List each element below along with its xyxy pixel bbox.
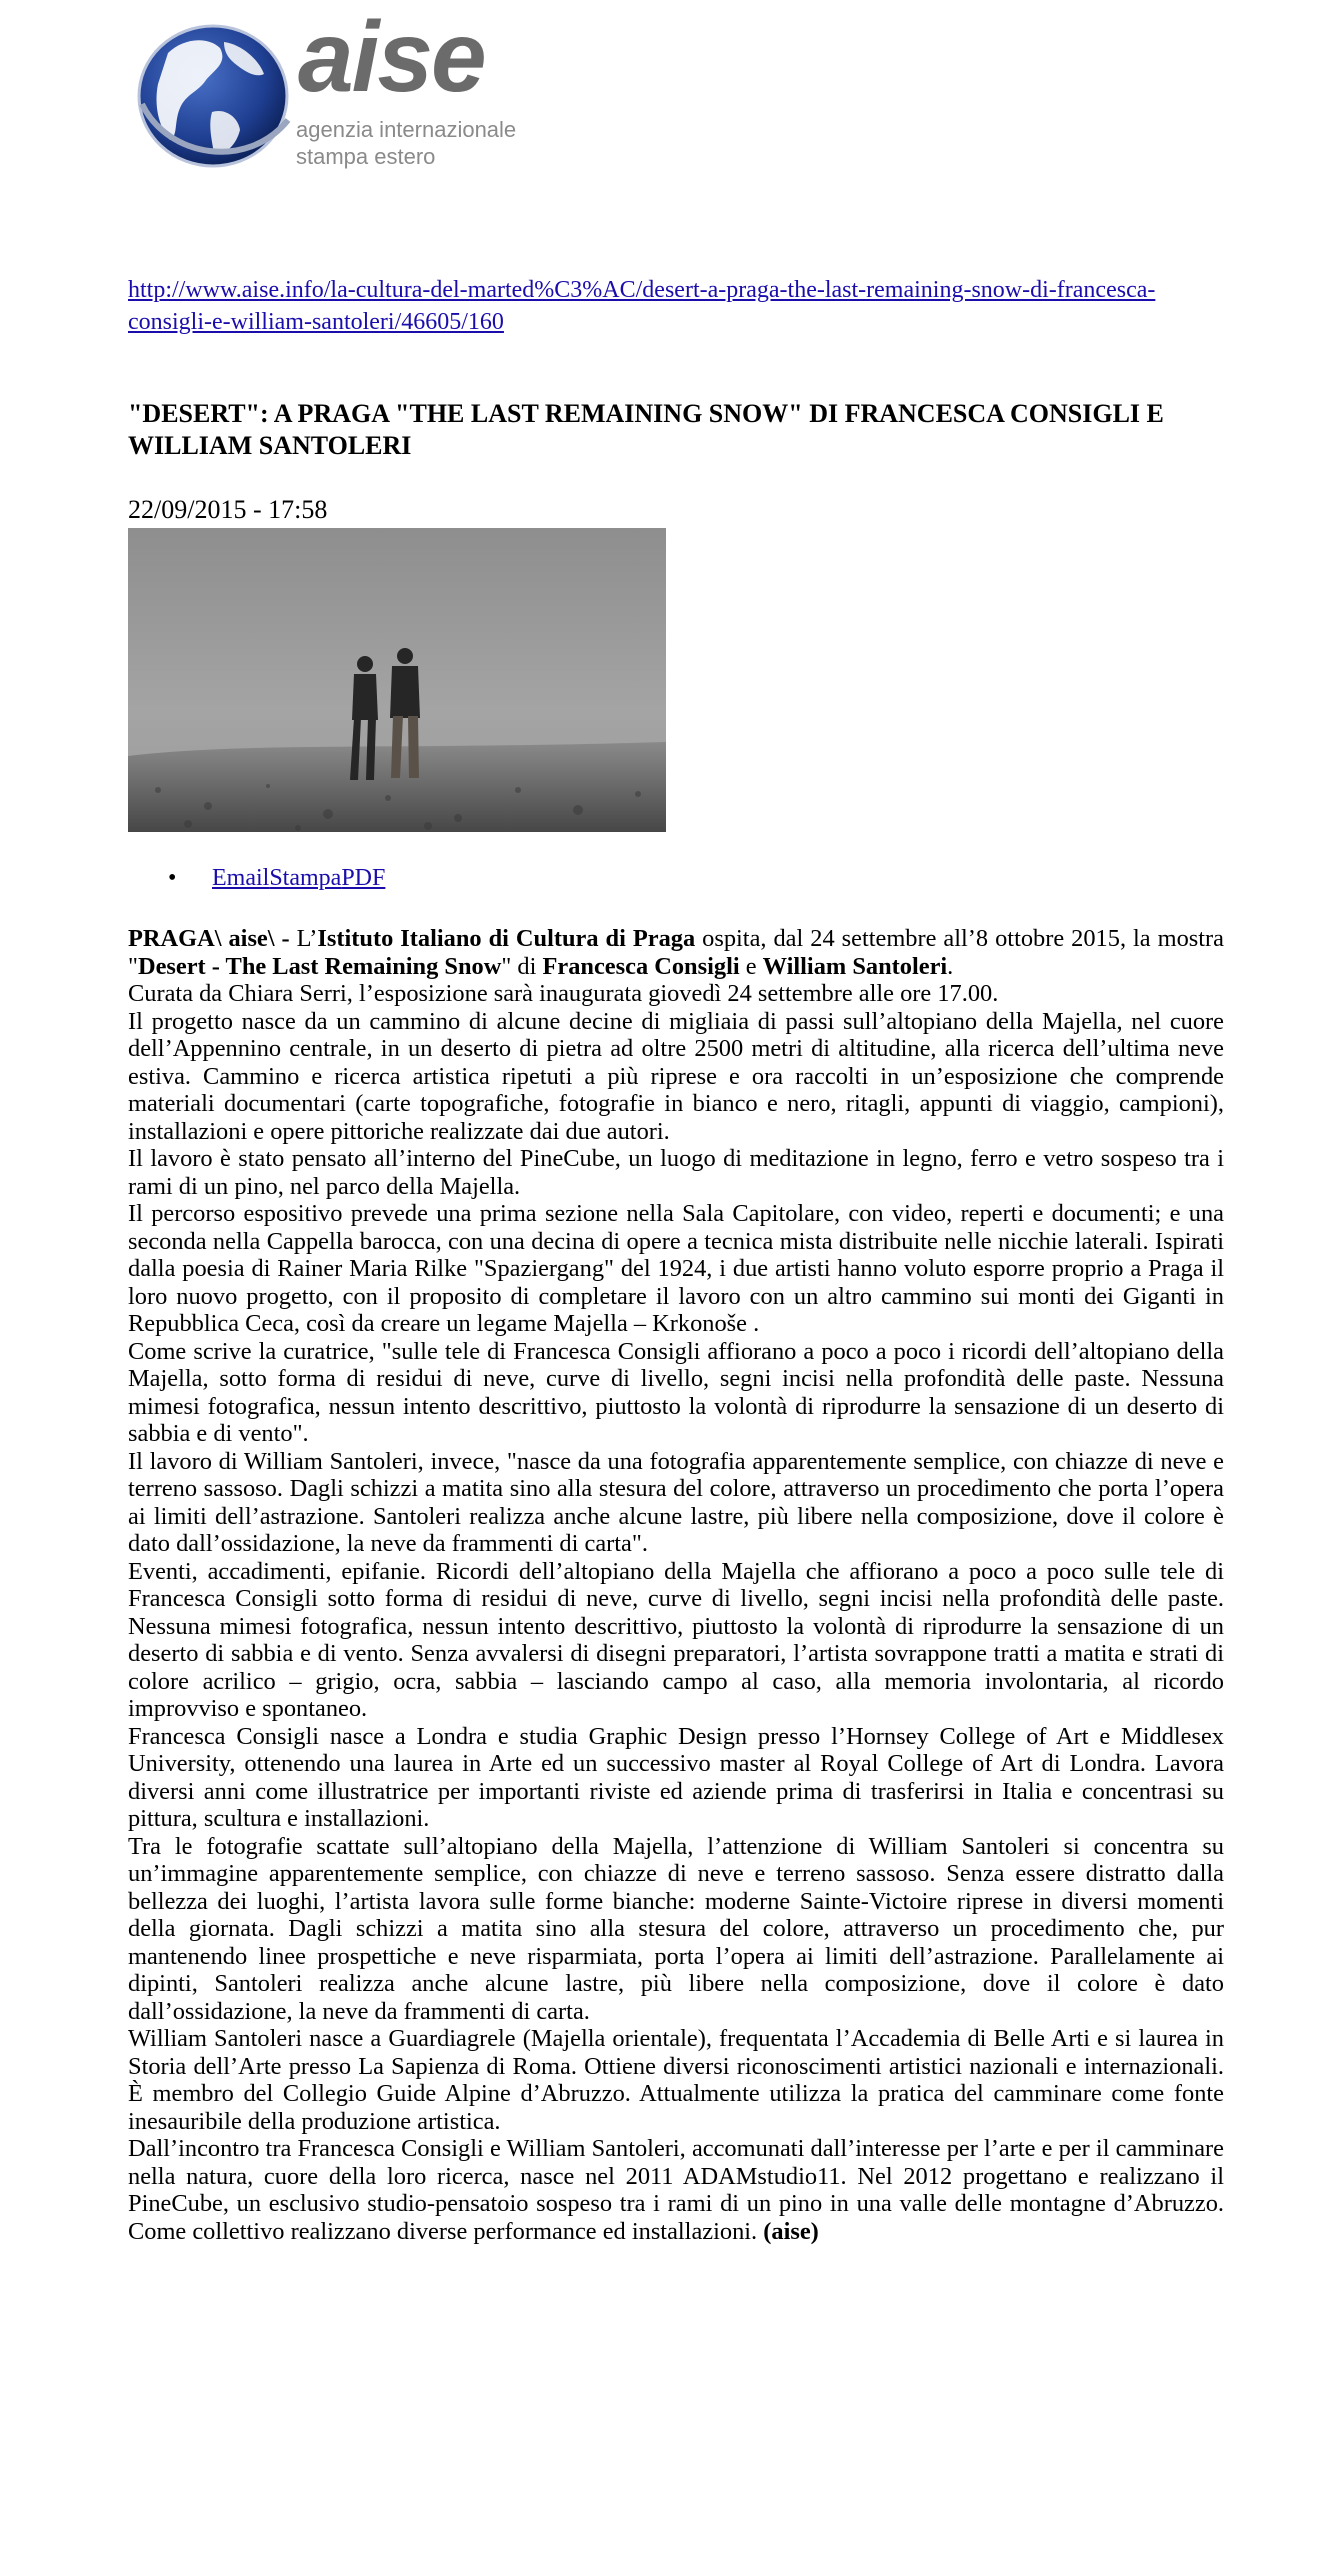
paragraph: Tra le fotografie scattate sull’altopiano della Majella, l’attenzione di William Santoleri si concentra su un’immagine apparentemente semplice, con chiazze di neve e terreno sassoso. Senza essere distratto dalla bellezza dei luoghi, l’artista lavora sulle forme bianche: moderne Sainte-Victoire riprese in diversi momenti della giornata. Dagli schizzi a matita sino alla stesura del colore, attraverso un procedimento che, pur mantenendo linee prospettiche e neve risparmiata, porta l’opera ai limiti dell’astrazione. Parallelamente ai dipinti, Santoleri realizza anche alcune lastre, più libere nella composizione, dove il colore è dato dall’ossidazione, la neve da frammenti di carta.: [128, 1832, 1224, 2025]
paragraph: Il progetto nasce da un cammino di alcune decine di migliaia di passi sull’altopiano della Majella, nel cuore dell’Appennino centrale, in un deserto di pietra ad oltre 2500 metri di altitudine, alla ricerca dell’ultima neve estiva. Cammino e ricerca artistica ripetuti a più riprese e ora raccolti in un’esposizione che comprende materiali documentari (carte topografiche, fotografie in bianco e nero, ritagli, appunti di viaggio, campioni), installazioni e opere pittoriche realizzate dai due autori.: [128, 1007, 1224, 1145]
globe-icon: [128, 8, 298, 173]
paragraph: Francesca Consigli nasce a Londra e studia Graphic Design presso l’Hornsey College of Art e Middlesex University, ottenendo una laurea in Arte ed un successivo master al Royal College of Art di Londra. Lavora diversi anni come illustratrice per importanti riviste ed aziende prima di trasferirsi in Italia e concentrasi su pittura, scultura e installazioni.: [128, 1722, 1224, 1832]
paragraph: Curata da Chiara Serri, l’esposizione sarà inaugurata giovedì 24 settembre alle ore 17.00.: [128, 980, 999, 1007]
logo-wordmark: aise: [298, 1, 485, 113]
paragraph: Eventi, accadimenti, epifanie. Ricordi dell’altopiano della Majella che affiorano a poco a poco sulle tele di Francesca Consigli sotto forma di residui di neve, curve di livello, segni incisi nella profondità delle paste. Nessuna mimesi fotografica, nessun intento descrittivo, piuttosto la volontà di riprodurre la sensazione di un deserto di sabbia e di vento. Senza avvalersi di disegni preparatori, l’artista sovrappone tratti a matita e strati di colore acrilico – grigio, ocra, sabbia – lasciando campo al caso, alla memoria involontaria, al ricordo improvviso e spontaneo.: [128, 1557, 1224, 1722]
last-paragraph: Dall’incontro tra Francesca Consigli e William Santoleri, accomunati dall’interesse per l’arte e per il camminare nella natura, cuore della loro ricerca, nasce nel 2011 ADAMstudio11. Nel 2012 progettano e realizzano il PineCube, un esclusivo studio-pensatoio sospeso tra i rami di un pino in una valle delle montagne d’Abruzzo. Come collettivo realizzano diverse performance ed installazioni. (aise): [128, 2135, 1224, 2245]
paragraph: William Santoleri nasce a Guardiagrele (Majella orientale), frequentata l’Accademia di Belle Arti e si laurea in Storia dell’Arte presso La Sapienza di Roma. Ottiene diversi riconoscimenti artistici nazionali e internazionali. È membro del Collegio Guide Alpine d’Abruzzo. Attualmente utilizza la pratica del camminare come fonte inesauribile della produzione artistica.: [128, 2025, 1224, 2135]
list-bullet: •: [168, 865, 177, 891]
paragraph: Il lavoro è stato pensato all’interno del PineCube, un luogo di meditazione in legno, ferro e vetro sospeso tra i rami di un pino, nel parco della Majella.: [128, 1145, 1224, 1200]
lead-paragraph: PRAGA\ aise\ - L’Istituto Italiano di Cultura di Praga ospita, dal 24 settembre all’8 ottobre 2015, la mostra "Desert - The Last Remaining Snow" di Francesca Consigli e William Santoleri.: [128, 925, 1224, 980]
paragraph: Il lavoro di William Santoleri, invece, "nasce da una fotografia apparentemente semplice, con chiazze di neve e terreno sassoso. Dagli schizzi a matita sino alla stesura del colore, attraverso un procedimento che porta l’opera ai limiti dell’astrazione. Santoleri realizza anche alcune lastre, più libere nella composizione, dove il colore è dato dall’ossidazione, la neve da frammenti di carta".: [128, 1447, 1224, 1557]
signature: (aise): [763, 2217, 819, 2245]
article-headline: "DESERT": A PRAGA "THE LAST REMAINING SNOW" DI FRANCESCA CONSIGLI E WILLIAM SANTOLERI: [128, 399, 1164, 460]
share-links-row: [212, 862, 385, 894]
article-date: 22/09/2015 - 17:58: [128, 495, 328, 524]
pdf-link[interactable]: PDF: [341, 865, 386, 891]
paragraph: Come scrive la curatrice, "sulle tele di Francesca Consigli affiorano a poco a poco i ricordi dell’altopiano della Majella, sotto forma di residui di neve, curve di livello, segni incisi nella profondità delle paste. Nessuna mimesi fotografica, nessun intento descrittivo, piuttosto la volontà di riprodurre la sensazione di un deserto di sabbia e di vento".: [128, 1337, 1224, 1447]
email-link[interactable]: Email: [212, 865, 270, 891]
dateline: PRAGA\ aise\ -: [128, 925, 290, 952]
article-photo: [128, 528, 666, 832]
stampa-link[interactable]: Stampa: [269, 865, 342, 891]
paragraph: Il percorso espositivo prevede una prima sezione nella Sala Capitolare, con video, reperti e documenti; e una seconda nella Cappella barocca, con una decina di opere a tecnica mista distribuite nelle nicchie laterali. Ispirati dalla poesia di Rainer Maria Rilke "Spaziergang" del 1924, i due artisti hanno voluto esporre proprio a Praga il loro nuovo progetto, con il proposito di completare il lavoro con un altro cammino sui monti dei Giganti in Repubblica Ceca, così da creare un legame Majella – Krkonoše .: [128, 1200, 1224, 1337]
logo-subtitle: agenzia internazionale stampa estero: [296, 117, 517, 169]
aise-logo: [128, 1, 568, 173]
article-url-link[interactable]: http://www.aise.info/la-cultura-del-marted%C3%AC/desert-a-praga-the-last-remaining-snow-di-francesca-consigli-e-william-santoleri/46605/160: [128, 277, 1156, 335]
article-body: [128, 925, 1224, 2245]
